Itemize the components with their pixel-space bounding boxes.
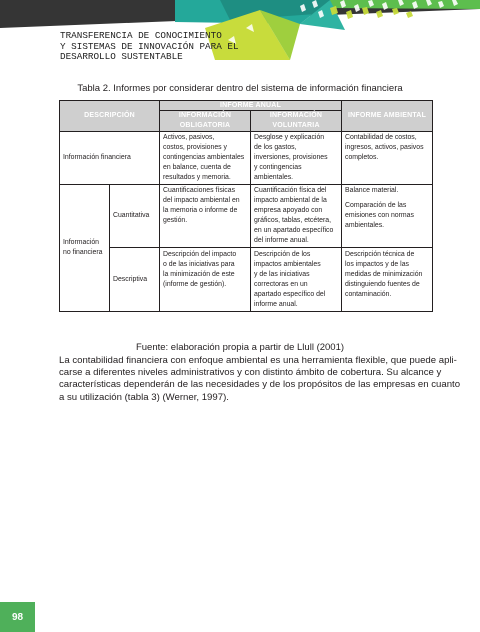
cell-line: en un apartado específico bbox=[254, 227, 334, 234]
table-row-financiera bbox=[60, 132, 433, 185]
cell-line: Información bbox=[63, 239, 100, 246]
cell-line: inversiones, provisiones bbox=[254, 154, 328, 161]
cell-line: emisiones con normas bbox=[345, 212, 414, 219]
cell-line: contingencias ambientales bbox=[163, 154, 245, 161]
cell-line: la minimización de este bbox=[163, 271, 235, 278]
body-line: carse a diferentes niveles administrativos y con distinto ámbito de cobertura. Su alcance y bbox=[59, 367, 442, 379]
cell-line: ambientales. bbox=[254, 174, 294, 181]
cell-line: Balance material. bbox=[345, 187, 399, 194]
header-informacion-obligatoria bbox=[160, 111, 251, 132]
row-label-financiera: Información financiera bbox=[60, 132, 160, 185]
cell-line: Cuantificación física del bbox=[254, 187, 327, 194]
cell-cuantitativa-obligatoria bbox=[160, 185, 251, 248]
cell-line: Descripción del impacto bbox=[163, 251, 237, 258]
body-paragraph bbox=[59, 355, 461, 404]
page-number: 98 bbox=[0, 602, 35, 632]
cell-descriptiva-obligatoria bbox=[160, 248, 251, 312]
cell-line: Cuantificaciones físicas bbox=[163, 187, 236, 194]
cell-line: del informe anual. bbox=[254, 237, 309, 244]
series-title-line: Y SISTEMAS DE INNOVACIÓN PARA EL bbox=[60, 40, 239, 52]
header-informe-ambiental: INFORME AMBIENTAL bbox=[342, 101, 433, 132]
row-label-cuantitativa: Cuantitativa bbox=[110, 185, 160, 248]
informes-table bbox=[59, 100, 433, 312]
cell-line: impactos ambientales bbox=[254, 261, 321, 268]
table-caption: Tabla 2. Informes por considerar dentro del sistema de información financiera bbox=[77, 83, 403, 94]
cell-line: ambientales. bbox=[345, 222, 385, 229]
series-title-line: TRANSFERENCIA DE CONOCIMIENTO bbox=[60, 30, 222, 41]
cell-line: y de las iniciativas bbox=[254, 271, 310, 278]
cell-line: medidas de minimización bbox=[345, 271, 423, 278]
table-row-descriptiva bbox=[60, 248, 433, 312]
cell-line: Contabilidad de costos, bbox=[345, 134, 417, 141]
cell-line: informe anual. bbox=[254, 301, 298, 308]
header-line: VOLUNTARIA bbox=[272, 122, 320, 129]
cell-financiera-voluntaria bbox=[251, 132, 342, 185]
cell-line: (informe de gestión). bbox=[163, 281, 227, 288]
cell-line: distinguiendo fuentes de bbox=[345, 281, 420, 288]
header-descripcion: DESCRIPCIÓN bbox=[60, 101, 160, 132]
cell-line: del impacto ambiental en bbox=[163, 197, 240, 204]
cell-line: empresa apoyado con bbox=[254, 207, 323, 214]
cell-financiera-ambiental bbox=[342, 132, 433, 185]
cell-line: y contingencias bbox=[254, 164, 302, 171]
cell-line: de los gastos, bbox=[254, 144, 297, 151]
row-label-descriptiva: Descriptiva bbox=[110, 248, 160, 312]
cell-line: los impactos y de las bbox=[345, 261, 409, 268]
cell-line: no financiera bbox=[63, 249, 103, 256]
cell-line: gestión. bbox=[163, 217, 188, 224]
cell-financiera-obligatoria bbox=[160, 132, 251, 185]
series-title-line: DESARROLLO SUSTENTABLE bbox=[60, 51, 183, 62]
cell-line: Descripción técnica de bbox=[345, 251, 415, 258]
cell-line: Descripción de los bbox=[254, 251, 311, 258]
header-line: INFORMACIÓN bbox=[178, 112, 232, 119]
cell-line: contaminación. bbox=[345, 291, 392, 298]
body-line: a su utilización (tabla 3) (Werner, 1997). bbox=[59, 391, 229, 403]
table-source: Fuente: elaboración propia a partir de Llull (2001) bbox=[135, 342, 345, 353]
cell-line: Comparación de las bbox=[345, 202, 407, 209]
cell-descriptiva-ambiental bbox=[342, 248, 433, 312]
cell-line: correctoras en un bbox=[254, 281, 308, 288]
cell-descriptiva-voluntaria bbox=[251, 248, 342, 312]
cell-line: o de las iniciativas para bbox=[163, 261, 235, 268]
cell-line: apartado específico del bbox=[254, 291, 326, 298]
cell-cuantitativa-ambiental bbox=[342, 185, 433, 248]
header-line: INFORMACIÓN bbox=[269, 112, 323, 119]
cell-line: ingresos, activos, pasivos bbox=[345, 144, 424, 151]
cell-line: completos. bbox=[345, 154, 379, 161]
cell-line: resultados y memoria. bbox=[163, 174, 231, 181]
header-line: OBLIGATORIA bbox=[179, 122, 231, 129]
table-row-cuantitativa bbox=[60, 185, 433, 248]
cell-line: costos, provisiones y bbox=[163, 144, 227, 151]
cell-line: en balance, cuenta de bbox=[163, 164, 231, 171]
body-line: La contabilidad financiera con enfoque ambiental es una herramienta flexible, que puede apli- bbox=[59, 355, 457, 366]
cell-line: Desglose y explicación bbox=[254, 134, 325, 141]
cell-cuantitativa-voluntaria bbox=[251, 185, 342, 248]
header-informacion-voluntaria bbox=[251, 111, 342, 132]
cell-line: Activos, pasivos, bbox=[163, 134, 215, 141]
row-group-no-financiera bbox=[60, 185, 110, 312]
cell-line: impacto ambiental de la bbox=[254, 197, 327, 204]
header-informe-anual: INFORME ANUAL bbox=[160, 101, 342, 111]
series-title bbox=[60, 31, 320, 63]
body-line: características dependerán de las necesidades y de los propósitos de las empresas en cuanto bbox=[59, 379, 461, 391]
cell-line: gráficos, tablas, etcétera, bbox=[254, 217, 332, 224]
cell-line: la memoria o informe de bbox=[163, 207, 238, 214]
